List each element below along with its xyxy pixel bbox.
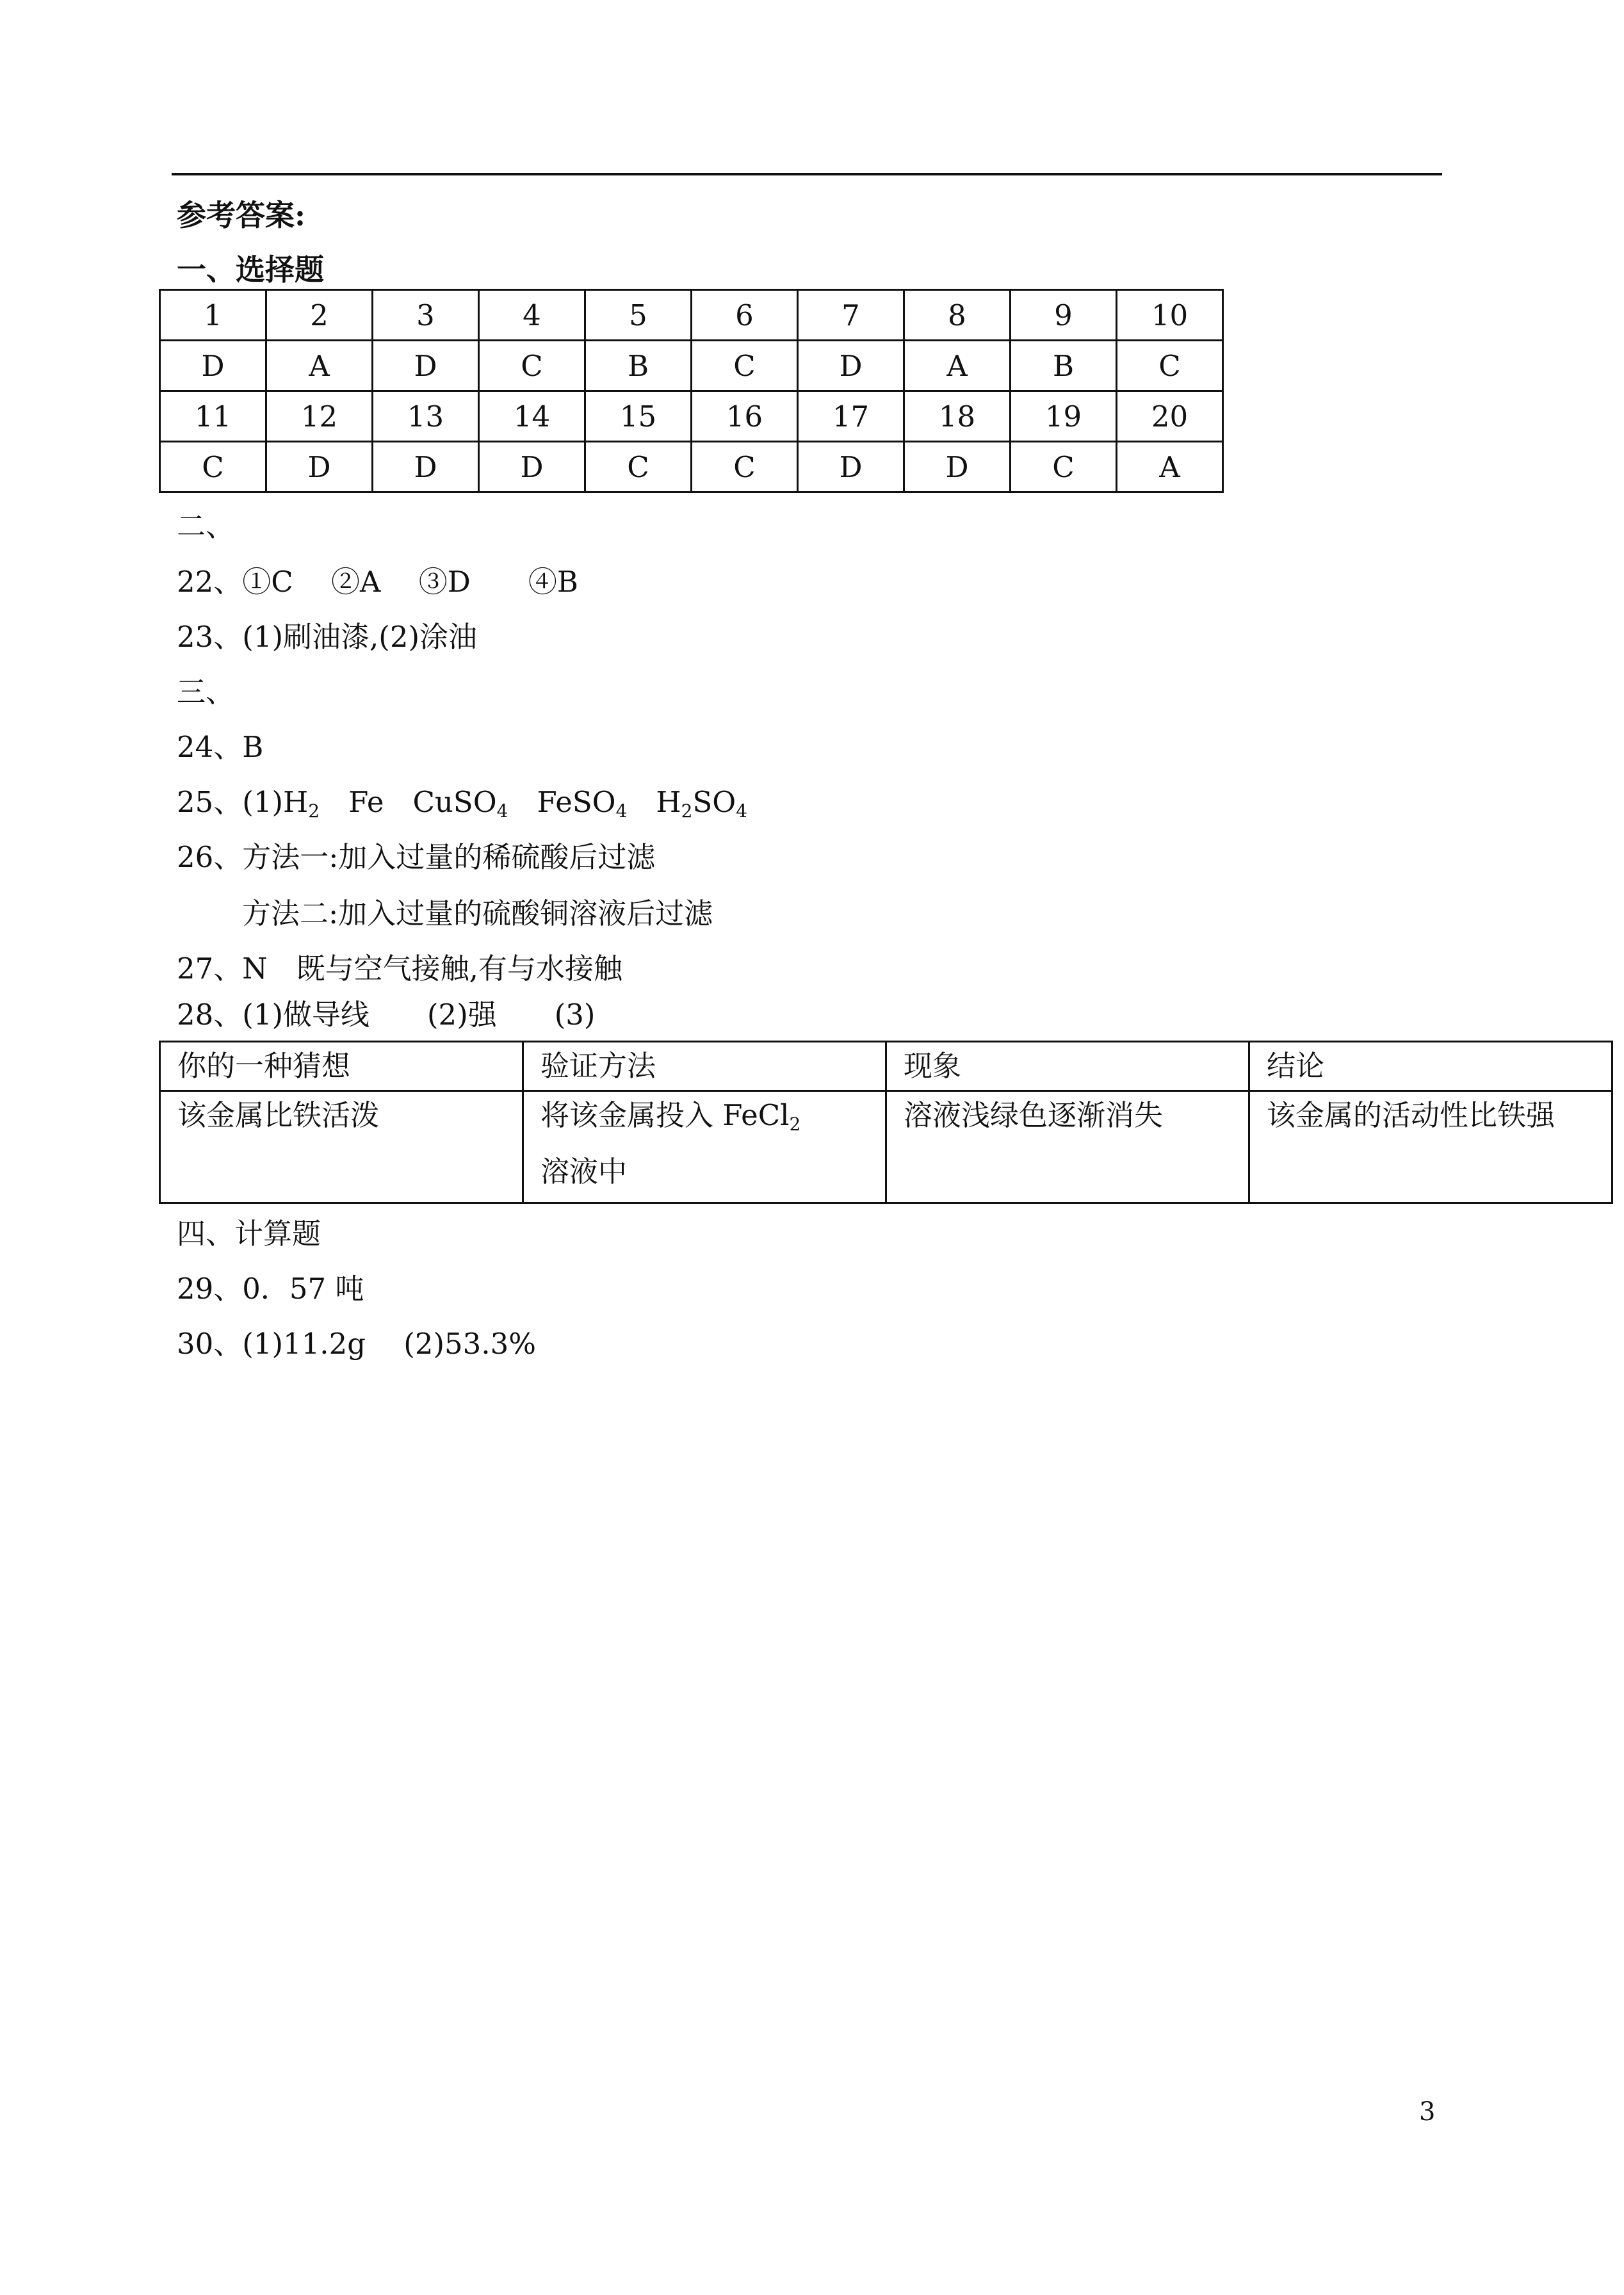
question-number-cell: 1 — [160, 290, 266, 341]
answer-29: 29、0．57 吨 — [177, 1272, 364, 1306]
question-number-cell: 6 — [692, 290, 798, 341]
question-number-cell: 20 — [1117, 391, 1223, 442]
question-number-cell: 7 — [798, 290, 904, 341]
question-number-cell: 17 — [798, 391, 904, 442]
question-number-cell: 14 — [479, 391, 585, 442]
mc-table-row — [160, 290, 1223, 341]
multiple-choice-answer-table — [159, 289, 1224, 493]
question-number-cell: 2 — [266, 290, 373, 341]
header-rule — [172, 173, 1442, 175]
section-1-heading: 一、选择题 — [177, 252, 324, 287]
answer-cell: A — [1117, 442, 1223, 492]
answer-cell: D — [266, 442, 373, 492]
answer-cell: D — [160, 341, 266, 391]
cell-conclusion: 该金属的活动性比铁强 — [1249, 1091, 1612, 1203]
answer-22: 22、①C ②A ③D ④B — [177, 565, 578, 599]
answer-25: 25、$(1)H_2$ Fe CuSO$_4$ FeSO$_4$ $H_2SO_4$ — [177, 785, 748, 822]
question-number-cell: 4 — [479, 290, 585, 341]
answer-30: 30、(1)11.2g (2)53.3% — [177, 1327, 537, 1361]
header-method: 验证方法 — [523, 1042, 886, 1091]
question-number-cell: 11 — [160, 391, 266, 442]
question-number-cell: 13 — [373, 391, 479, 442]
question-number-cell: 16 — [692, 391, 798, 442]
answer-cell: C — [160, 442, 266, 492]
question-number-cell: 15 — [585, 391, 692, 442]
answer-title: 参考答案: — [177, 198, 305, 232]
answer-cell: C — [692, 442, 798, 492]
answer-24: 24、B — [177, 730, 264, 764]
answer-cell: D — [798, 341, 904, 391]
answer-23: 23、(1)刷油漆,(2)涂油 — [177, 620, 478, 654]
question-number-cell: 18 — [904, 391, 1011, 442]
mc-table-row — [160, 341, 1223, 391]
answer-cell: C — [585, 442, 692, 492]
question-number-cell: 5 — [585, 290, 692, 341]
mc-table-row — [160, 391, 1223, 442]
answer-cell: C — [692, 341, 798, 391]
answer-cell: D — [373, 442, 479, 492]
cell-method: 将该金属投入 FeCl$_2$ 溶液中 — [523, 1091, 886, 1203]
answer-28: 28、(1)做导线 (2)强 (3) — [177, 998, 596, 1032]
answer-cell: D — [479, 442, 585, 492]
answer-26-method-2: 方法二:加入过量的硫酸铜溶液后过滤 — [242, 896, 713, 930]
question-number-cell: 9 — [1011, 290, 1117, 341]
answer-cell: D — [798, 442, 904, 492]
answer-27: 27、N 既与空气接触,有与水接触 — [177, 952, 622, 985]
question-number-cell: 3 — [373, 290, 479, 341]
answer-cell: C — [479, 341, 585, 391]
question-number-cell: 10 — [1117, 290, 1223, 341]
question-number-cell: 8 — [904, 290, 1011, 341]
section-2-heading: 二、 — [177, 509, 235, 543]
page-number: 3 — [1419, 2097, 1436, 2127]
mc-table-row — [160, 442, 1223, 492]
answer-cell: B — [585, 341, 692, 391]
answer-cell: C — [1011, 442, 1117, 492]
experiment-table-header — [160, 1042, 1612, 1091]
cell-guess: 该金属比铁活泼 — [160, 1091, 523, 1203]
experiment-table-row — [160, 1091, 1612, 1203]
answer-26-method-1: 26、方法一:加入过量的稀硫酸后过滤 — [177, 840, 656, 874]
section-3-heading: 三、 — [177, 675, 235, 709]
question-number-cell: 19 — [1011, 391, 1117, 442]
experiment-table — [159, 1041, 1613, 1204]
question-number-cell: 12 — [266, 391, 373, 442]
answer-cell: A — [904, 341, 1011, 391]
section-4-heading: 四、计算题 — [177, 1217, 321, 1251]
header-phenomenon: 现象 — [886, 1042, 1249, 1091]
answer-cell: D — [904, 442, 1011, 492]
answer-cell: A — [266, 341, 373, 391]
header-guess: 你的一种猜想 — [160, 1042, 523, 1091]
cell-phenomenon: 溶液浅绿色逐渐消失 — [886, 1091, 1249, 1203]
answer-cell: B — [1011, 341, 1117, 391]
header-conclusion: 结论 — [1249, 1042, 1612, 1091]
answer-cell: C — [1117, 341, 1223, 391]
answer-cell: D — [373, 341, 479, 391]
